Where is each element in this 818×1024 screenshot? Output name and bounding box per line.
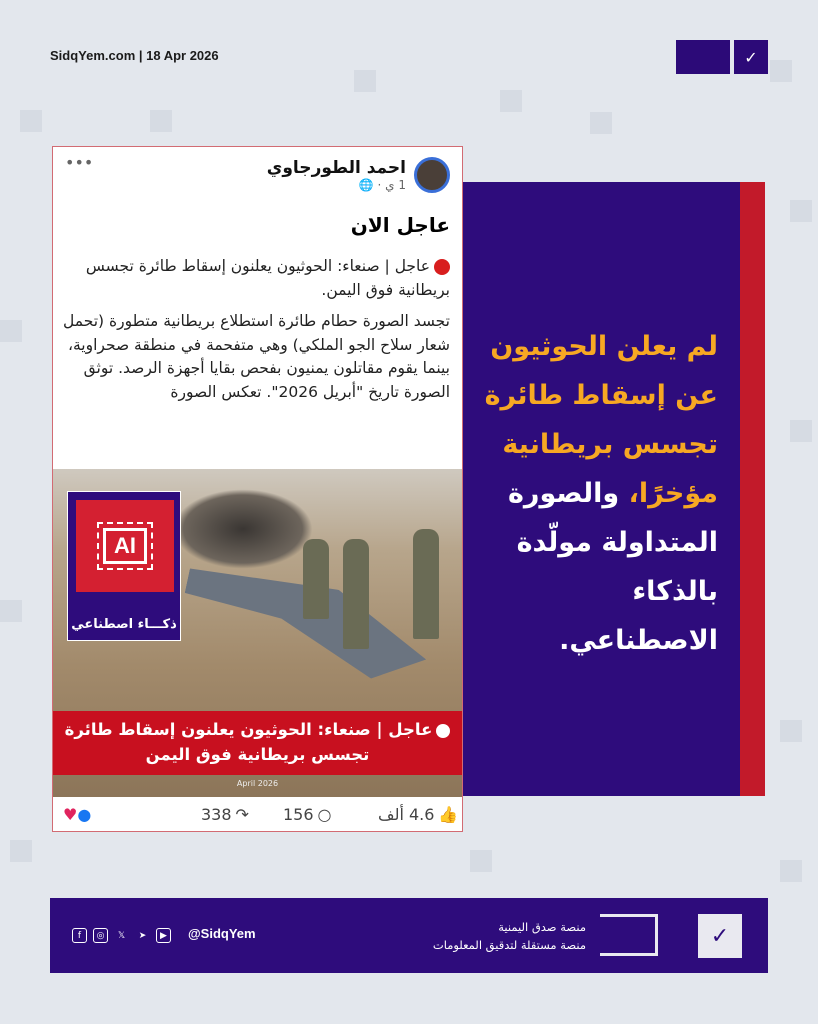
x-icon[interactable]: 𝕏 <box>117 930 126 941</box>
post-lead: عاجل | صنعاء: الحوثيون يعلنون إسقاط طائرة تجسس بريطانية فوق اليمن. <box>85 257 450 299</box>
image-news-banner <box>53 711 462 775</box>
youtube-icon[interactable]: ▶ <box>156 928 171 943</box>
facebook-post-screenshot <box>52 146 463 832</box>
post-title: عاجل الان <box>350 213 450 237</box>
red-accent-strip <box>740 182 765 796</box>
verdict-claim: لم يعلن الحوثيون عن إسقاط طائرة تجسس بريطانية مؤخرًا، <box>484 331 718 509</box>
shares-count[interactable]: 338 <box>201 804 232 824</box>
post-image[interactable] <box>53 469 462 797</box>
avatar[interactable] <box>414 157 450 193</box>
red-circle-icon <box>434 259 450 275</box>
ai-badge-label: ذكـــاء اصطناعي <box>71 617 177 632</box>
verdict-text <box>478 322 718 665</box>
verdict-conclusion: والصورة المتداولة مولّدة بالذكاء الاصطناعي. <box>507 478 718 656</box>
ai-generated-badge <box>67 491 181 641</box>
ai-chip-icon: AI <box>103 528 147 564</box>
globe-icon: 🌐 <box>358 178 374 192</box>
comment-icon: ○ <box>317 804 332 824</box>
reactions-icon[interactable]: ♥● <box>63 804 92 824</box>
sidqyem-logo <box>676 40 768 74</box>
comments-count[interactable]: 156 <box>283 804 314 824</box>
post-body: تجسد الصورة حطام طائرة استطلاع بريطانية متطورة (تحمل شعار سلاح الجو الملكي) وهي متفحمة في منطقة صحراوية، بينما يقوم مقاتلون يمنيون بفحص بقايا أجهزة الرصد. توثق الصورة تاريخ "أبريل 2026". تعكس الصورة <box>63 312 450 401</box>
post-author[interactable]: احمد الطورجاوي <box>266 158 406 178</box>
banner-text: عاجل | صنعاء: الحوثيون يعلنون إسقاط طائرة تجسس بريطانية فوق اليمن <box>64 720 433 764</box>
image-date-stamp: April 2026 <box>236 779 279 788</box>
site-date-line: SidqYem.com | 18 Apr 2026 <box>50 48 219 63</box>
like-icon: 👍 <box>438 804 459 824</box>
telegram-icon[interactable]: ➤ <box>138 930 147 941</box>
org-tagline: منصة مستقلة لتدقيق المعلومات <box>432 938 586 952</box>
checkmark-icon: ✓ <box>698 914 742 958</box>
share-icon: ↷ <box>235 804 249 824</box>
more-options-icon[interactable]: ••• <box>65 153 94 172</box>
instagram-icon[interactable]: ◎ <box>93 928 108 943</box>
post-time: 1 ي · <box>377 178 406 192</box>
checkmark-icon: ✓ <box>734 40 768 74</box>
footer-bar <box>50 898 768 973</box>
likes-count[interactable]: 4.6 ألف <box>378 804 435 824</box>
org-name: منصة صدق اليمنية <box>498 920 586 934</box>
facebook-icon[interactable]: f <box>72 928 87 943</box>
social-handle[interactable]: @SidqYem <box>188 926 256 941</box>
sidqyem-logo-mark <box>600 914 658 956</box>
